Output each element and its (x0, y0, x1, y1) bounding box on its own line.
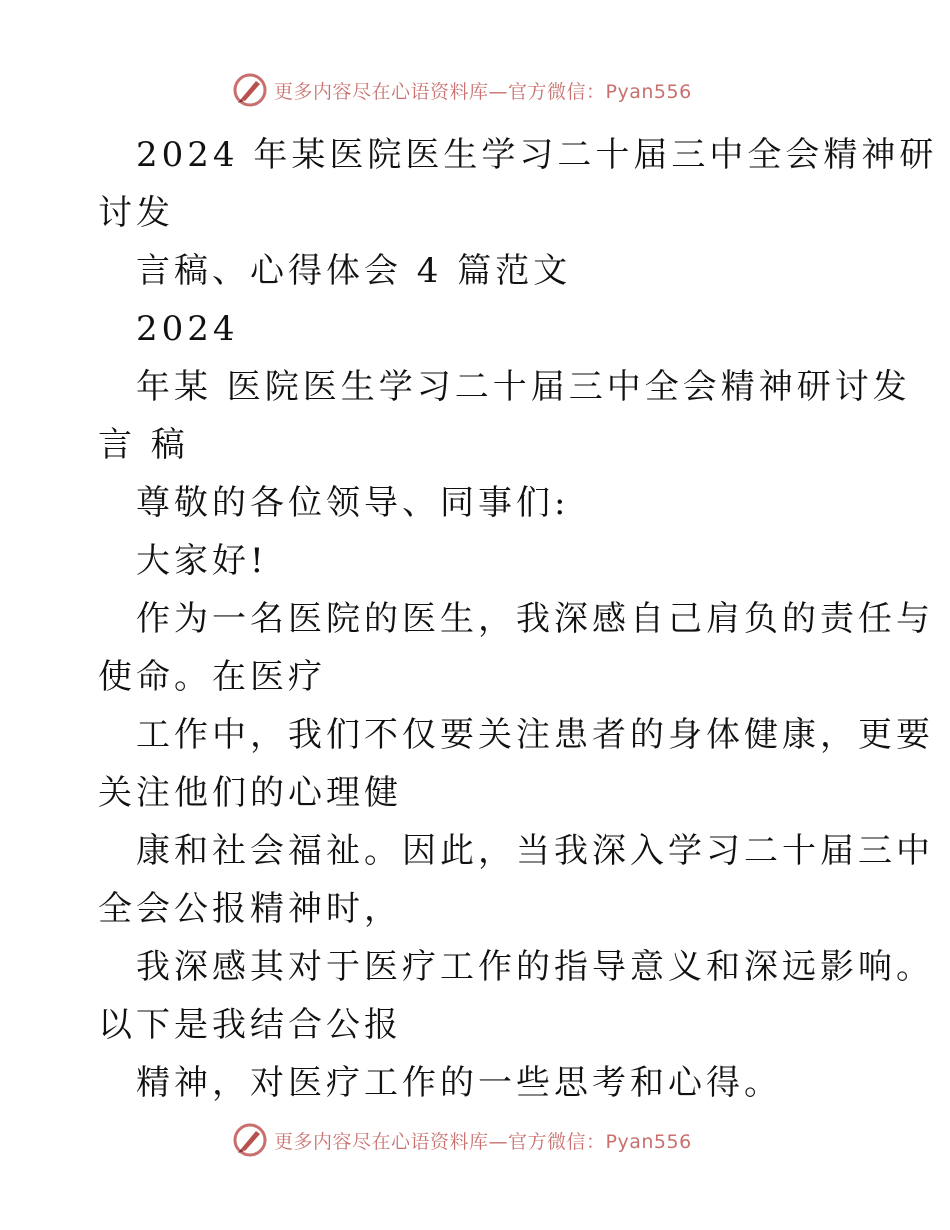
doc-line: 关注他们的心理健 (98, 773, 402, 813)
doc-line: 工作中，我们不仅要关注患者的身体健康，更要 (136, 715, 934, 755)
doc-line: 大家好! (136, 541, 268, 581)
quill-pen-logo-icon (232, 1122, 268, 1158)
doc-line: 作为一名医院的医生，我深感自己肩负的责任与 (136, 599, 934, 639)
watermark-text: 更多内容尽在心语资料库—官方微信：Pyan556 (274, 1130, 692, 1153)
doc-line: 我深感其对于医疗工作的指导意义和深远影响。 (136, 947, 934, 987)
doc-line: 年某 医院医生学习二十届三中全会精神研讨发 (136, 367, 911, 407)
watermark-header (232, 70, 712, 110)
watermark-text: 更多内容尽在心语资料库—官方微信：Pyan556 (274, 80, 692, 103)
doc-line: 以下是我结合公报 (98, 1005, 402, 1045)
doc-line: 言稿、心得体会 4 篇范文 (136, 251, 572, 291)
watermark-footer (232, 1120, 712, 1160)
quill-pen-logo-icon (232, 72, 268, 108)
document-body (98, 126, 938, 1112)
doc-line: 2024 (136, 309, 239, 349)
doc-line: 讨发 (98, 193, 174, 233)
doc-line: 使命。在医疗 (98, 657, 326, 697)
doc-line: 言 稿 (98, 425, 189, 465)
doc-line: 全会公报精神时， (98, 889, 402, 929)
doc-line: 尊敬的各位领导、同事们: (136, 483, 570, 523)
doc-line: 精神，对医疗工作的一些思考和心得。 (136, 1063, 782, 1103)
doc-line: 2024 年某医院医生学习二十届三中全会精神研 (136, 135, 938, 175)
doc-line: 康和社会福祉。因此，当我深入学习二十届三中 (136, 831, 934, 871)
